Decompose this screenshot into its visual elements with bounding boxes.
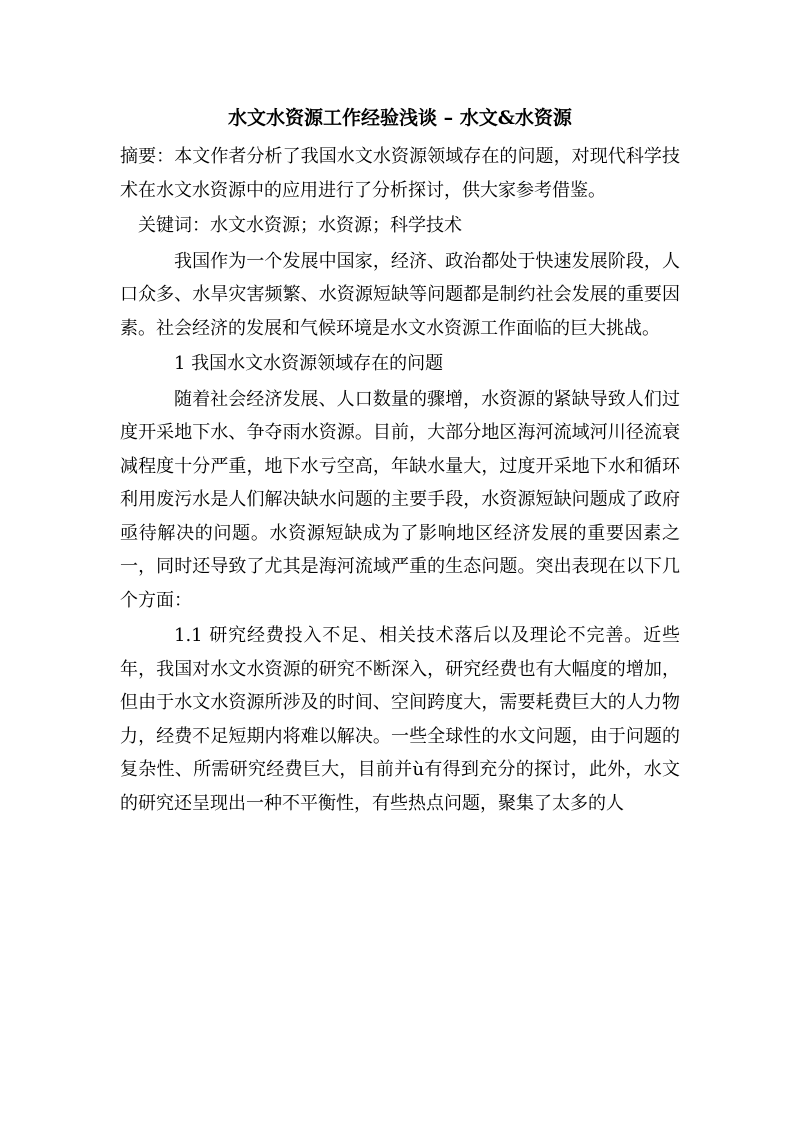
section-1-1-paragraph: 1.1 研究经费投入不足、相关技术落后以及理论不完善。近些年，我国对水文水资源的研究不断深入，研究经费也有大幅度的增加，但由于水文水资源所涉及的时间、空间跨度大，需要耗费巨大的人力物力，经费不足短期内将难以解决。一些全球性的水文问题，由于问题的复杂性、所需研究经费巨大，目前并ù有得到充分的探讨，此外，水文的研究还呈现出一种不平衡性，有些热点问题，聚集了太多的人 <box>120 625 680 814</box>
abstract-paragraph: 摘要：本文作者分析了我国水文水资源领域存在的问题，对现代科学技术在水文水资源中的应用进行了分析探讨，供大家参考借鉴。 <box>120 146 680 201</box>
document-title: 水文水资源工作经验浅谈 – 水文&水资源 <box>228 107 572 129</box>
section-1-paragraph: 随着社会经济发展、人口数量的骤增，水资源的紧缺导致人们过度开采地下水、争夺雨水资源。目前，大部分地区海河流域河川径流衰减程度十分严重，地下水亏空高，年缺水量大，过度开采地下水和循环利用废污水是人们解决缺水问题的主要手段，水资源短缺问题成了政府亟待解决的问题。水资源短缺成为了影响地区经济发展的重要因素之一，同时还导致了尤其是海河流域严重的生态问题。突出表现在以下几个方面： <box>120 388 680 611</box>
keywords-line: 关键词：水文水资源；水资源；科学技术 <box>138 215 462 236</box>
document-content <box>120 100 680 820</box>
intro-paragraph: 我国作为一个发展中国家，经济、政治都处于快速发展阶段，人口众多、水旱灾害频繁、水资源短缺等问题都是制约社会发展的重要因素。社会经济的发展和气候环境是水文水资源工作面临的巨大挑战。 <box>120 250 680 339</box>
section-heading-1: 1 我国水文水资源领域存在的问题 <box>174 353 444 374</box>
